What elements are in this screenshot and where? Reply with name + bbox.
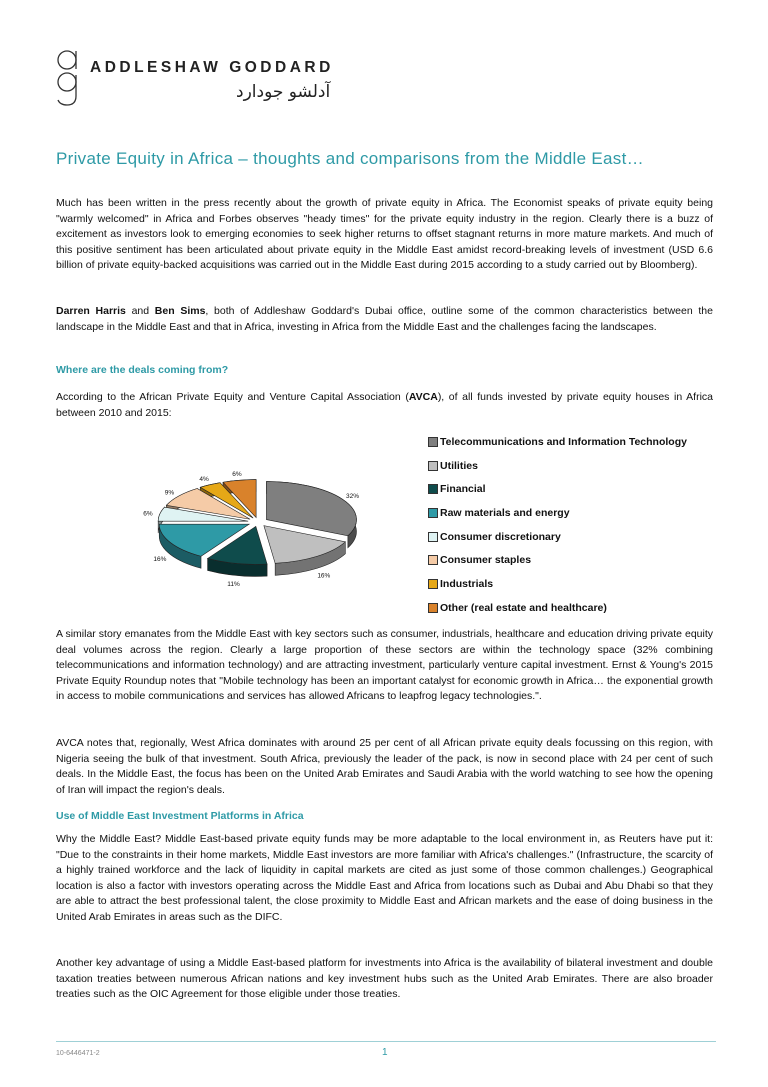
- legend-label: Raw materials and energy: [440, 506, 570, 519]
- author-ben-sims: Ben Sims: [154, 305, 206, 317]
- legend-swatch: [428, 555, 438, 565]
- legend-swatch: [428, 437, 438, 447]
- pie-data-label: 4%: [199, 476, 209, 484]
- logo-mark-icon: [56, 48, 78, 108]
- pie-data-label: 6%: [143, 510, 153, 518]
- why-middle-east-paragraph: Why the Middle East? Middle East-based private equity funds may be more adaptable to the local environment in, as Reuters have put it: "Due to the constraints in their home markets, Middle East investors are more familiar with Africa's challenges." (Infrastructure, the scarcity of a highly trained workforce and the lack of liquidity in capital markets are cited as just some of those common challenges.) Geographical location is also a factor with investors operating across the Middle East and Africa from locations such as Dubai and Abu Dhabi so that they are able to attract the best professional talent, the close proximity to Middle East and African markets and the ease of doing business in the United Arab Emirates in areas such as the DIFC.: [56, 833, 713, 923]
- legend-label: Other (real estate and healthcare): [440, 601, 607, 614]
- avca-after: ), of all funds invested by private equity houses in Africa between 2010 and 2015:: [56, 391, 713, 419]
- intro-paragraph: Much has been written in the press recently about the growth of private equity in Africa. The Economist speaks of private equity being "warmly welcomed" in Africa and Forbes observes "heady times" for the private equity industry in the region. Clearly there is a buzz of excitement as investors look to emerging economies to seek higher returns to offset stagnant returns in more mature markets. And much of this positive sentiment has been articulated about private equity in the Middle East amidst record-breaking levels of investment (USD 6.6 billion of private equity-backed acquisitions was carried out in the Middle East during 2015 according to a study carried out by Bloomberg).: [56, 197, 713, 271]
- legend-item: [428, 501, 728, 525]
- heading-platforms: Use of Middle East Investment Platforms in Africa: [56, 810, 304, 822]
- treaties-paragraph: Another key advantage of using a Middle East-based platform for investments into Africa is the availability of bilateral investment and double taxation treaties between numerous African nations and key investment hubs such as the United Arab Emirates. There are also broader treaties such as the OIC Agreement for those eligible under those treaties.: [56, 957, 713, 1000]
- authors-and: and: [125, 305, 155, 317]
- legend-swatch: [428, 532, 438, 542]
- pie-data-label: 16%: [317, 572, 331, 580]
- legend-item: [428, 477, 728, 501]
- company-name-arabic: آدلشو جودارد: [236, 82, 331, 102]
- company-name: ADDLESHAW GODDARD: [90, 59, 334, 76]
- legend-item: [428, 548, 728, 572]
- page-title: Private Equity in Africa – thoughts and comparisons from the Middle East…: [56, 149, 644, 168]
- legend-label: Industrials: [440, 577, 494, 590]
- pie-data-label: 9%: [164, 489, 175, 497]
- authors-paragraph: [56, 304, 713, 335]
- avca-abbr: AVCA: [408, 391, 438, 403]
- legend-label: Consumer discretionary: [440, 530, 561, 543]
- avca-before: According to the African Private Equity and Venture Capital Association (: [56, 391, 409, 403]
- pie-data-label: 11%: [227, 580, 240, 588]
- page-number: 1: [382, 1047, 388, 1058]
- legend-label: Consumer staples: [440, 554, 532, 567]
- chart-legend: [428, 430, 728, 620]
- legend-label: Utilities: [440, 459, 478, 472]
- similar-story-paragraph: A similar story emanates from the Middle East with key sectors such as consumer, industrials, healthcare and education driving private equity deal volumes across the region. Clearly a large proportion of these sectors are within the technology space (32% combining telecommunications and information technology) and are attracting investment, particularly venture capital investment. Ernst & Young's 2015 Private Equity Roundup notes that "Mobile technology has been an important catalyst for economic growth in Africa… the exponential growth in access to mobile communications and services has allowed Africans to leapfrog legacy technologies.".: [56, 628, 713, 702]
- legend-item: [428, 430, 728, 454]
- pie-data-label: 32%: [346, 493, 360, 501]
- avca-regional-paragraph: AVCA notes that, regionally, West Africa dominates with around 25 per cent of all African private equity deals focussing on this region, with Nigeria seeing the bulk of that investment. South Africa, previously the leader of the pack, is now in second place with 24 per cent of such deals. In the Middle East, the focus has been on the United Arab Emirates and Saudi Arabia with the world watching to see how the opening of Iran will impact the region's deals.: [56, 737, 713, 796]
- company-logo: [56, 48, 396, 112]
- legend-swatch: [428, 484, 438, 494]
- legend-item: [428, 596, 728, 620]
- legend-item: [428, 525, 728, 549]
- legend-item: [428, 454, 728, 478]
- footer-divider: [56, 1041, 716, 1042]
- document-reference: 10-6446471-2: [56, 1050, 100, 1057]
- legend-swatch: [428, 508, 438, 518]
- authors-description: , both of Addleshaw Goddard's Dubai office, outline some of the common characteristics between the landscape in the Middle East and that in Africa, investing in Africa from the Middle East and the challenges facing the landscapes.: [56, 305, 713, 333]
- avca-paragraph: [56, 390, 713, 421]
- legend-label: Financial: [440, 483, 486, 496]
- legend-swatch: [428, 603, 438, 613]
- legend-label: Telecommunications and Information Technology: [440, 435, 687, 448]
- sector-pie-chart: [100, 460, 420, 588]
- pie-data-label: 6%: [232, 470, 242, 478]
- pie-data-label: 16%: [153, 556, 167, 564]
- heading-deals: Where are the deals coming from?: [56, 364, 229, 376]
- author-darren-harris: Darren Harris: [56, 305, 126, 317]
- legend-swatch: [428, 461, 438, 471]
- legend-item: [428, 572, 728, 596]
- legend-swatch: [428, 579, 438, 589]
- pie-slice: [266, 482, 356, 536]
